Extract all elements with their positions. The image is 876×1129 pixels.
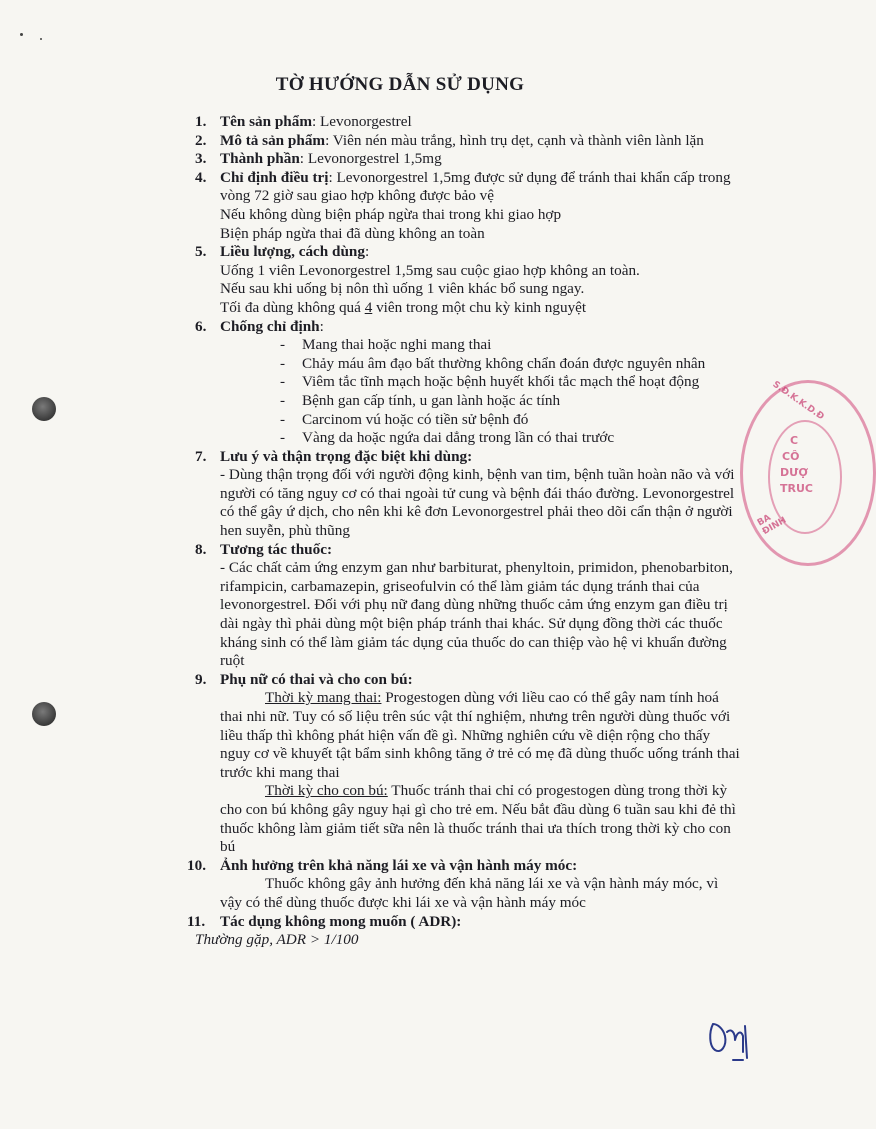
- section-paragraph: - Dùng thận trọng đối với người động kinh, bệnh van tim, bệnh tuần hoàn não và với người có tăng nguy cơ có thai ngoài tử cung và bệnh đái tháo đường. Levonorgestrel có thể gây ứ dịch, cho nên khi kê đơn Levonorgestrel phải theo dõi cẩn thận ở người hen suyễn, phù thũng: [220, 466, 735, 540]
- section-3: [195, 150, 743, 169]
- section-number: 5.: [195, 243, 207, 261]
- section-8: [195, 541, 743, 671]
- stamp-text: BA ĐINH: [755, 512, 789, 538]
- section-number: 11.: [187, 912, 206, 930]
- section-number: 3.: [195, 150, 207, 168]
- section-number: 6.: [195, 317, 207, 335]
- section-paragraph: - Các chất cảm ứng enzym gan như barbiturat, phenyltoin, primidon, phenobarbiton, rifampicin, carbamazepin, griseofulvin có thể làm giảm tác dụng tránh thai của levonorgestrel. Đối với phụ nữ đang dùng những thuốc cảm ứng enzym gan điều trị dài ngày thì phải dùng một biện pháp tránh thai khác. Sử dụng đồng thời các thuốc kháng sinh có thể làm giảm tác dụng của thuốc do can thiệp vào hệ vi khuẩn đường ruột: [220, 559, 733, 670]
- section-4: [195, 169, 743, 243]
- section-label: Liều lượng, cách dùng: [220, 243, 365, 261]
- section-label: Ảnh hưởng trên khả năng lái xe và vận hành máy móc:: [220, 856, 578, 874]
- document-title: TỜ HƯỚNG DẪN SỬ DỤNG: [275, 74, 525, 95]
- section-1: [195, 113, 743, 132]
- max-tablets-number: 4: [364, 298, 373, 316]
- section-line: Uống 1 viên Levonorgestrel 1,5mg sau cuộc giao hợp không an toàn.: [220, 261, 640, 279]
- section-text: :: [364, 243, 370, 261]
- handwritten-initials-signature: [705, 1018, 765, 1068]
- punch-hole: [32, 702, 56, 726]
- section-9: [195, 671, 743, 857]
- section-text: : Levonorgestrel: [312, 113, 412, 130]
- paragraph-text: Thuốc tránh thai chỉ có progestogen dùng trong thời kỳ cho con bú không gây nguy hại gì cho trẻ em. Nếu bắt đầu dùng 6 tuần sau khi đẻ thì thuốc không làm giảm tiết sữa nên là thuốc tránh thai ưa thích trong thời kỳ cho con bú: [220, 782, 736, 856]
- section-label: Tương tác thuốc:: [220, 540, 333, 558]
- breastfeeding-paragraph: [220, 782, 743, 856]
- section-line: Nếu sau khi uống bị nôn thì uống 1 viên khác bổ sung ngay.: [220, 280, 585, 298]
- contraindication-list: [220, 336, 743, 448]
- section-number: 9.: [195, 670, 207, 688]
- stamp-text: DƯỢ: [780, 466, 808, 479]
- scan-speck: [20, 33, 23, 36]
- section-11: [187, 912, 743, 950]
- list-item: - Mang thai hoặc nghi mang thai: [280, 336, 743, 355]
- section-line: Nếu không dùng biện pháp ngừa thai trong khi giao hợp: [220, 205, 562, 223]
- section-line: Biện pháp ngừa thai đã dùng không an toàn: [220, 224, 485, 242]
- section-line: [220, 299, 743, 318]
- section-label: Mô tả sản phẩm: [220, 131, 326, 149]
- list-item: - Viêm tắc tĩnh mạch hoặc bệnh huyết khối tắc mạch thể hoạt động: [280, 373, 743, 392]
- list-item: - Chảy máu âm đạo bất thường không chẩn đoán được nguyên nhân: [280, 355, 743, 374]
- section-5: [195, 243, 743, 317]
- document-body: [187, 113, 743, 950]
- section-10: [187, 856, 743, 913]
- section-label: Phụ nữ có thai và cho con bú:: [220, 670, 413, 688]
- list-item: - Vàng da hoặc ngứa dai dẳng trong lần có thai trước: [280, 429, 743, 448]
- section-paragraph: Thường gặp, ADR > 1/100: [195, 931, 359, 949]
- subheading: Thời kỳ cho con bú:: [265, 782, 388, 800]
- section-number: 10.: [187, 856, 206, 874]
- line-text: Tối đa dùng không quá: [220, 298, 365, 316]
- section-2: [195, 132, 743, 151]
- paragraph-text: Progestogen dùng với liều cao có thể gây nam tính hoá thai nhi nữ. Tuy có số liệu trên súc vật thí nghiệm, nhưng trên người dùng thuốc với liều thấp thì không phát hiện vấn đề gì. Những nghiên cứu về diện rộng cho thấy nguy cơ về khuyết tật bẩm sinh không tăng ở trẻ có mẹ đã dùng thuốc uống tránh thai trước khi mang thai: [220, 689, 740, 781]
- stamp-text: TRUC: [780, 482, 813, 495]
- section-label: Lưu ý và thận trọng đặc biệt khi dùng:: [220, 447, 473, 465]
- section-7: [195, 448, 743, 541]
- section-number: 4.: [195, 168, 207, 186]
- section-number: 1.: [195, 113, 207, 130]
- subheading: Thời kỳ mang thai:: [265, 689, 382, 707]
- stamp-text: S.Đ.K.K.D.Đ: [770, 379, 826, 423]
- section-label: Thành phần: [220, 150, 300, 168]
- pregnancy-paragraph: [220, 689, 743, 782]
- section-6: [195, 318, 743, 448]
- section-text: : Viên nén màu trắng, hình trụ dẹt, cạnh và thành viên lành lặn: [325, 131, 704, 149]
- section-label: Chỉ định điều trị: [220, 168, 329, 186]
- list-item: - Carcinom vú hoặc có tiền sử bệnh đó: [280, 411, 743, 430]
- section-label: Chống chỉ định: [220, 317, 320, 335]
- section-label: Tác dụng không mong muốn ( ADR):: [220, 912, 462, 930]
- section-text: : Levonorgestrel 1,5mg: [299, 150, 442, 168]
- stamp-text: C: [790, 434, 799, 447]
- section-number: 2.: [195, 131, 207, 149]
- list-item: - Bệnh gan cấp tính, u gan lành hoặc ác tính: [280, 392, 743, 411]
- scan-speck: [40, 38, 42, 40]
- punch-hole: [32, 397, 56, 421]
- section-paragraph: Thuốc không gây ảnh hưởng đến khả năng lái xe và vận hành máy móc, vì vậy có thể dùng thuốc được khi lái xe và vận hành máy móc: [220, 875, 719, 911]
- line-text: viên trong một chu kỳ kinh nguyệt: [372, 298, 587, 316]
- section-text: : Levonorgestrel 1,5mg được sử dụng để tránh thai khẩn cấp trong vòng 72 giờ sau giao hợp không được bảo vệ: [220, 168, 731, 205]
- section-number: 8.: [195, 540, 207, 558]
- section-label: Tên sản phẩm: [220, 113, 313, 130]
- stamp-text: CÔ: [782, 450, 800, 463]
- section-text: :: [319, 317, 324, 335]
- section-number: 7.: [195, 447, 207, 465]
